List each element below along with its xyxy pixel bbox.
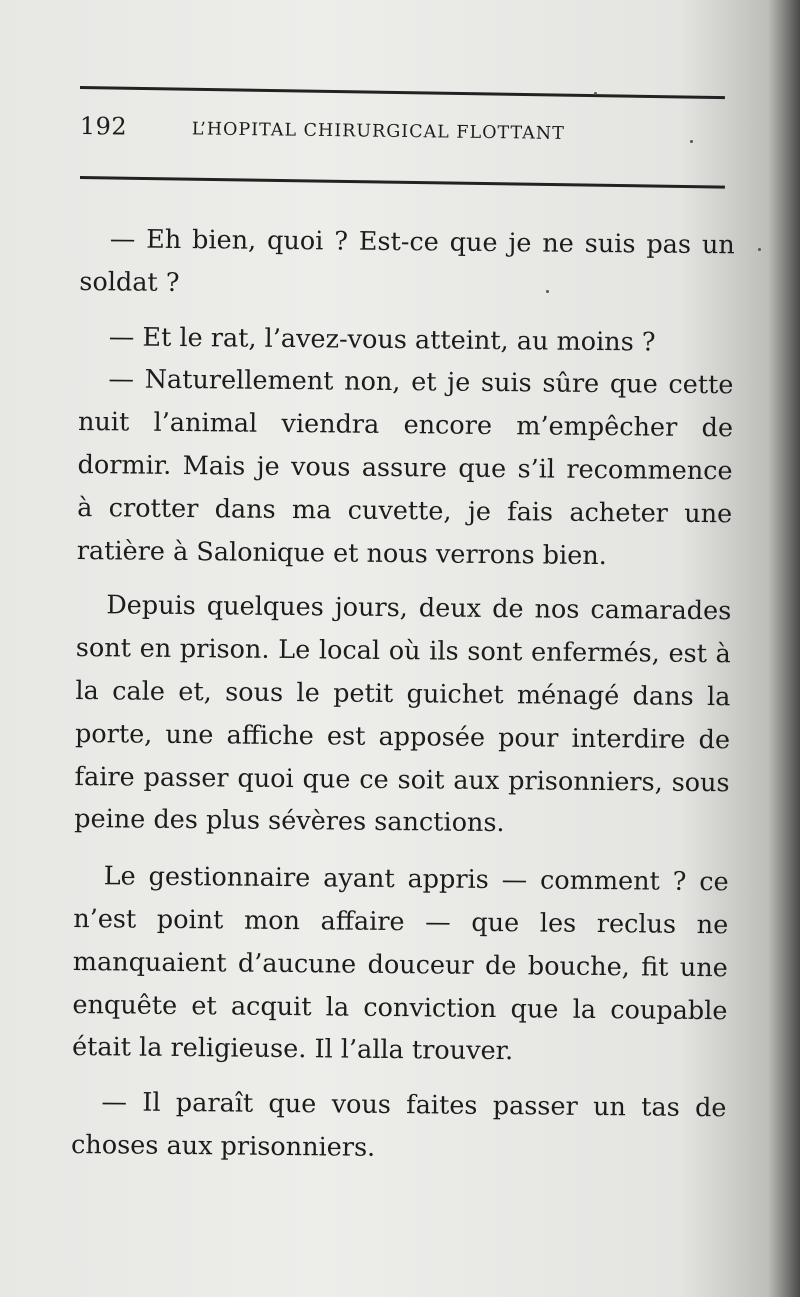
running-title: L’HOPITAL CHIRURGICAL FLOTTANT bbox=[191, 119, 565, 144]
header-bottom-rule bbox=[80, 176, 725, 189]
paragraph: — Eh bien, quoi ? Est-ce que je ne suis pas un soldat ? bbox=[79, 224, 735, 298]
running-header bbox=[79, 112, 680, 144]
paragraph: — Et le rat, l’avez-vous atteint, au moins ? bbox=[108, 321, 656, 358]
header-top-rule bbox=[80, 86, 725, 99]
ink-speck bbox=[594, 92, 597, 95]
paragraph: Le gestionnaire ayant appris — comment ? ce n’est point mon affaire — que les reclus ne manquaient d’aucune douceur de bouche, fit une enquête et acquit la conviction que la coupable était la religieuse. Il l’alla trouver. bbox=[71, 861, 729, 1067]
paragraph: — Il paraît que vous faites passer un tas de choses aux prisonniers. bbox=[70, 1087, 727, 1163]
body-text bbox=[71, 218, 735, 1173]
paragraph: Depuis quelques jours, deux de nos camarades sont en prison. Le local où ils sont enfermés, est à la cale et, sous le petit guichet ménagé dans la porte, une affiche est apposée pour interdire de faire passer quoi que ce soit aux prisonniers, sous peine des plus sévères sanctions. bbox=[74, 590, 732, 839]
page-number: 192 bbox=[79, 112, 128, 141]
ink-speck bbox=[546, 290, 549, 293]
paragraph: — Naturellement non, et je suis sûre que cette nuit l’animal viendra encore m’empêcher de dormir. Mais je vous assure que s’il recommence à crotter dans ma cuvette, je fais acheter une ratière à Salonique et nous verrons bien. bbox=[76, 364, 734, 571]
ink-speck bbox=[690, 140, 693, 143]
ink-speck bbox=[758, 248, 761, 251]
